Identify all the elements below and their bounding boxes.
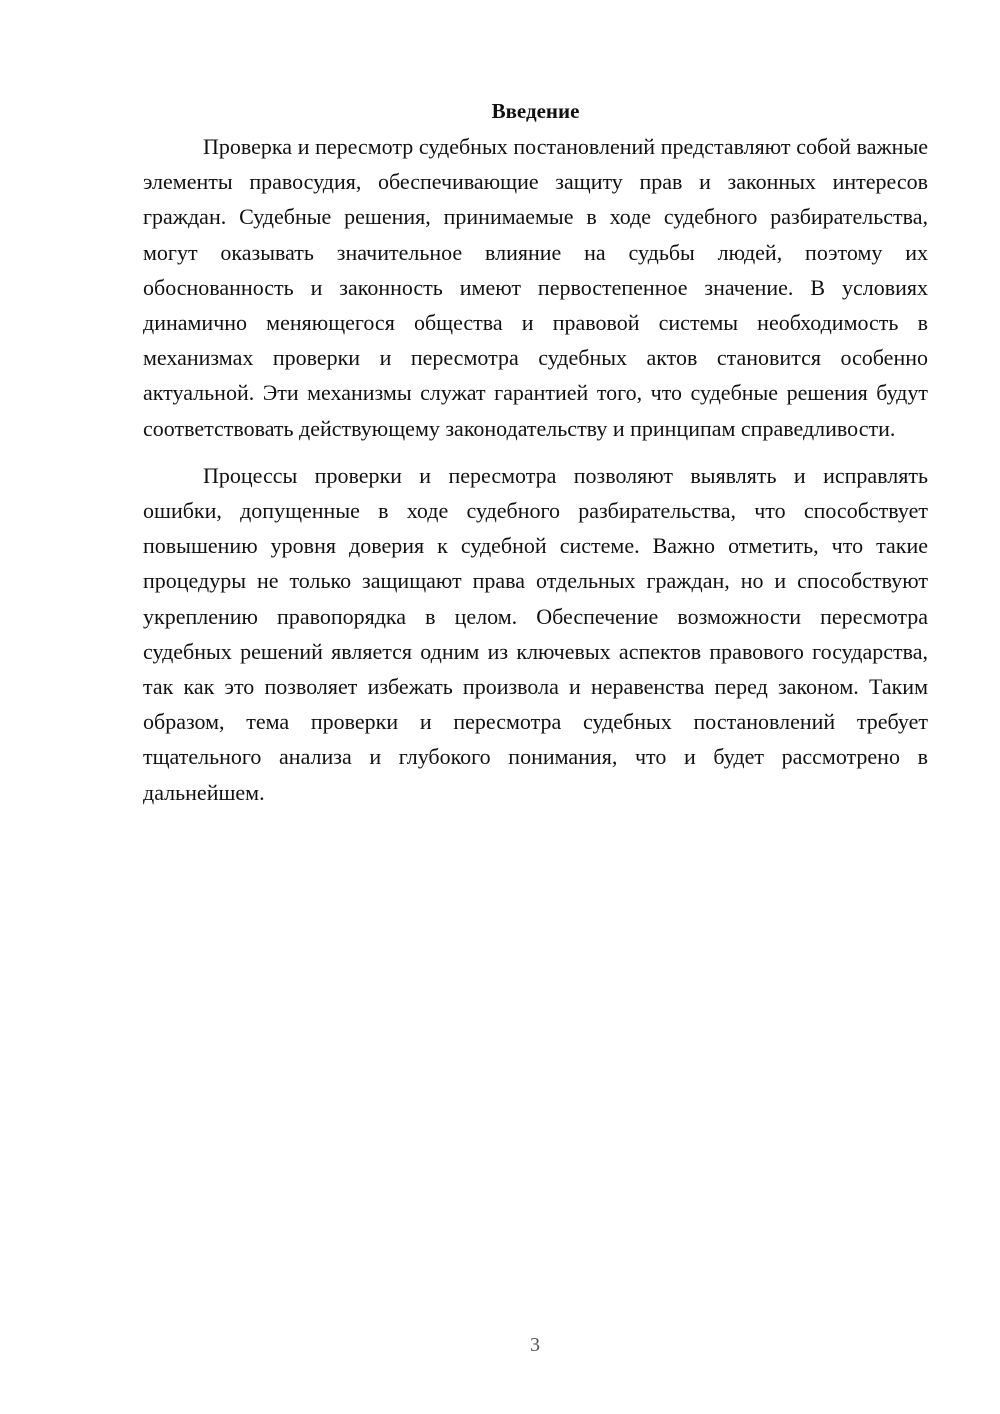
paragraph-1: Проверка и пересмотр судебных постановлений представляют собой важные элементы правосудия, обеспечивающие защиту прав и законных интересов граждан. Судебные решения, принимаемые в ходе судебного разбирательства, могут оказывать значительное влияние на судьбы людей, поэтому их обоснованность и законность имеют первостепенное значение. В условиях динамично меняющегося общества и правовой системы необходимость в механизмах проверки и пересмотра судебных актов становится особенно актуальной. Эти механизмы служат гарантией того, что судебные решения будут соответствовать действующему законодательству и принципам справедливости. xyxy=(143,134,928,441)
paragraph-2: Процессы проверки и пересмотра позволяют выявлять и исправлять ошибки, допущенные в ходе судебного разбирательства, что способствует повышению уровня доверия к судебной системе. Важно отметить, что такие процедуры не только защищают права отдельных граждан, но и способствуют укреплению правопорядка в целом. Обеспечение возможности пересмотра судебных решений является одним из ключевых аспектов правового государства, так как это позволяет избежать произвола и неравенства перед законом. Таким образом, тема проверки и пересмотра судебных постановлений требует тщательного анализа и глубокого понимания, что и будет рассмотрено в дальнейшем. xyxy=(143,462,928,805)
page-content xyxy=(143,95,928,810)
page-number: 3 xyxy=(530,1334,540,1356)
section-heading: Введение xyxy=(491,99,580,123)
